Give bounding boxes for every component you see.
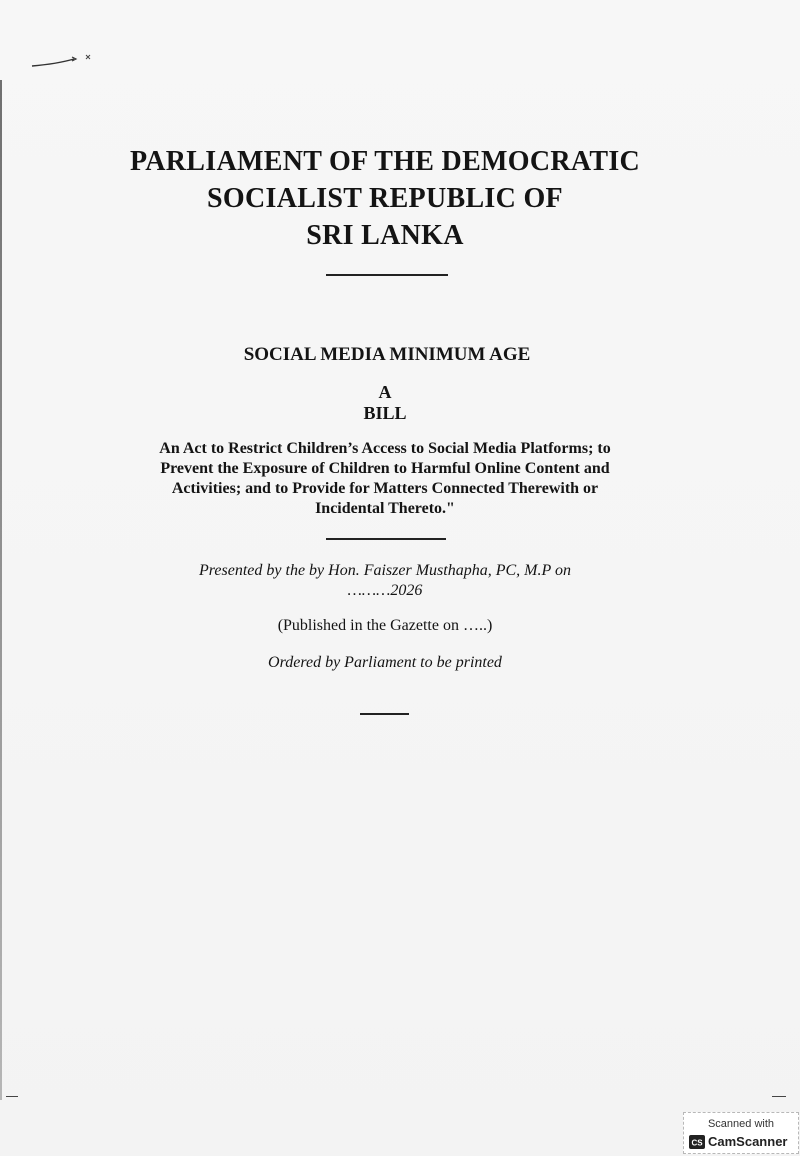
presented-line-1: Presented by the by Hon. Faiszer Musthapha, PC, M.P on bbox=[199, 562, 571, 579]
bill-label: BILL bbox=[363, 403, 407, 423]
long-title-line: Activities; and to Provide for Matters Connected Therewith or bbox=[171, 480, 599, 497]
divider-rule bbox=[326, 274, 448, 276]
camscanner-logo-text: CS bbox=[691, 1138, 703, 1148]
bill-short-title: SOCIAL MEDIA MINIMUM AGE bbox=[243, 344, 531, 365]
divider-rule bbox=[326, 538, 446, 540]
scan-crop-mark bbox=[772, 1096, 786, 1097]
divider-rule bbox=[360, 713, 409, 715]
watermark-scanned-with: Scanned with bbox=[707, 1118, 775, 1130]
header-line-3: SRI LANKA bbox=[306, 220, 464, 251]
pen-mark-icon bbox=[30, 50, 100, 72]
long-title-line: An Act to Restrict Children’s Access to Social Media Platforms; to bbox=[159, 440, 611, 457]
scan-crop-mark bbox=[6, 1096, 18, 1097]
ordered-note: Ordered by Parliament to be printed bbox=[268, 654, 502, 671]
bill-long-title bbox=[120, 439, 650, 519]
parliament-header bbox=[0, 143, 770, 254]
camscanner-watermark bbox=[683, 1112, 799, 1154]
header-line-2: SOCIALIST REPUBLIC OF bbox=[207, 183, 563, 214]
camscanner-logo-icon bbox=[689, 1135, 705, 1149]
article-a-label: A bbox=[378, 382, 392, 402]
presented-by bbox=[150, 561, 620, 601]
gazette-note: (Published in the Gazette on …..) bbox=[277, 617, 493, 634]
watermark-app-name: CamScanner bbox=[708, 1134, 788, 1149]
long-title-line: Prevent the Exposure of Children to Harmful Online Content and bbox=[160, 460, 610, 477]
header-line-1: PARLIAMENT OF THE DEMOCRATIC bbox=[129, 146, 641, 177]
long-title-line: Incidental Thereto." bbox=[315, 500, 455, 517]
presented-line-2: ………2026 bbox=[347, 582, 423, 599]
